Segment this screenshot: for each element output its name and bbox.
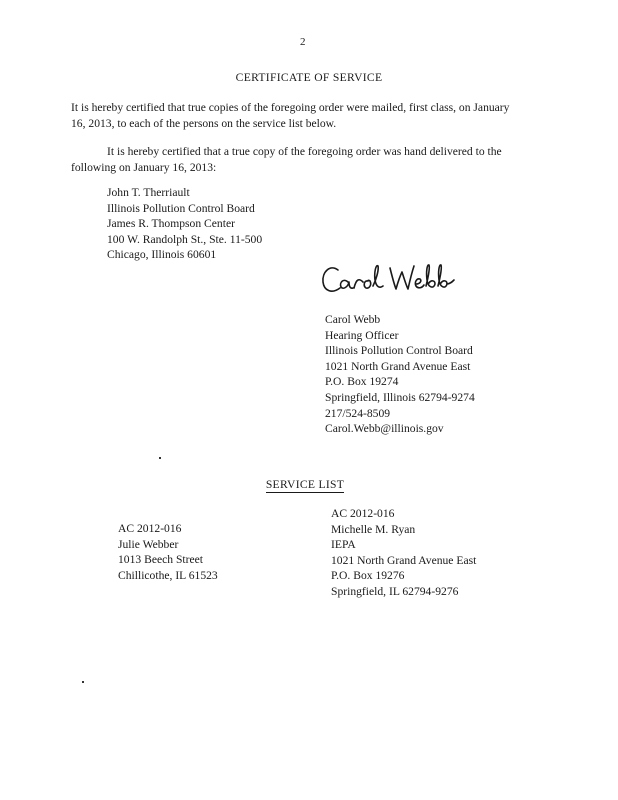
handwritten-signature bbox=[318, 258, 468, 306]
paragraph-line: It is hereby certified that a true copy of the foregoing order was hand delivered to the bbox=[107, 145, 502, 158]
officer-city-state-zip: Springfield, Illinois 62794-9274 bbox=[325, 390, 475, 404]
certificate-title: CERTIFICATE OF SERVICE bbox=[235, 71, 383, 84]
hand-delivery-certification-paragraph bbox=[71, 144, 556, 175]
address-line: John T. Therriault bbox=[107, 186, 190, 199]
signature-icon bbox=[318, 258, 468, 306]
paragraph-line: It is hereby certified that true copies of the foregoing order were mailed, first class, on January bbox=[71, 101, 510, 114]
hand-delivery-recipient-address bbox=[107, 185, 367, 263]
mailing-certification-paragraph bbox=[71, 100, 556, 131]
hearing-officer-signature-block bbox=[325, 312, 585, 437]
officer-email: Carol.Webb@illinois.gov bbox=[325, 422, 444, 436]
recipient-street: 1021 North Grand Avenue East bbox=[331, 553, 477, 567]
recipient-street: 1013 Beech Street bbox=[118, 553, 203, 567]
page-number: 2 bbox=[300, 36, 306, 48]
address-line: Chicago, Illinois 60601 bbox=[107, 248, 217, 262]
address-line: Illinois Pollution Control Board bbox=[107, 201, 255, 215]
recipient-name: Michelle M. Ryan bbox=[331, 522, 416, 536]
service-list-title-text: SERVICE LIST bbox=[265, 478, 345, 491]
address-line: 100 W. Randolph St., Ste. 11-500 bbox=[107, 232, 263, 246]
recipient-city-state-zip: Springfield, IL 62794-9276 bbox=[331, 584, 459, 598]
service-list-entry-webber bbox=[118, 521, 318, 583]
officer-phone: 217/524-8509 bbox=[325, 406, 391, 420]
service-list-entry-ryan bbox=[331, 506, 591, 600]
officer-name: Carol Webb bbox=[325, 313, 381, 326]
service-list-title bbox=[0, 477, 618, 493]
case-number: AC 2012-016 bbox=[118, 522, 182, 535]
officer-agency: Illinois Pollution Control Board bbox=[325, 344, 473, 358]
address-line: James R. Thompson Center bbox=[107, 217, 235, 231]
scan-speck bbox=[82, 681, 84, 683]
officer-title: Hearing Officer bbox=[325, 328, 399, 342]
paragraph-line: following on January 16, 2013: bbox=[71, 160, 217, 174]
recipient-name: Julie Webber bbox=[118, 537, 179, 551]
paragraph-line: 16, 2013, to each of the persons on the service list below. bbox=[71, 116, 337, 130]
recipient-city-state-zip: Chillicothe, IL 61523 bbox=[118, 568, 218, 582]
officer-po-box: P.O. Box 19274 bbox=[325, 375, 399, 389]
recipient-agency: IEPA bbox=[331, 538, 356, 552]
officer-street-address: 1021 North Grand Avenue East bbox=[325, 359, 471, 373]
recipient-po-box: P.O. Box 19276 bbox=[331, 569, 405, 583]
case-number: AC 2012-016 bbox=[331, 507, 395, 520]
scan-speck bbox=[159, 457, 161, 459]
